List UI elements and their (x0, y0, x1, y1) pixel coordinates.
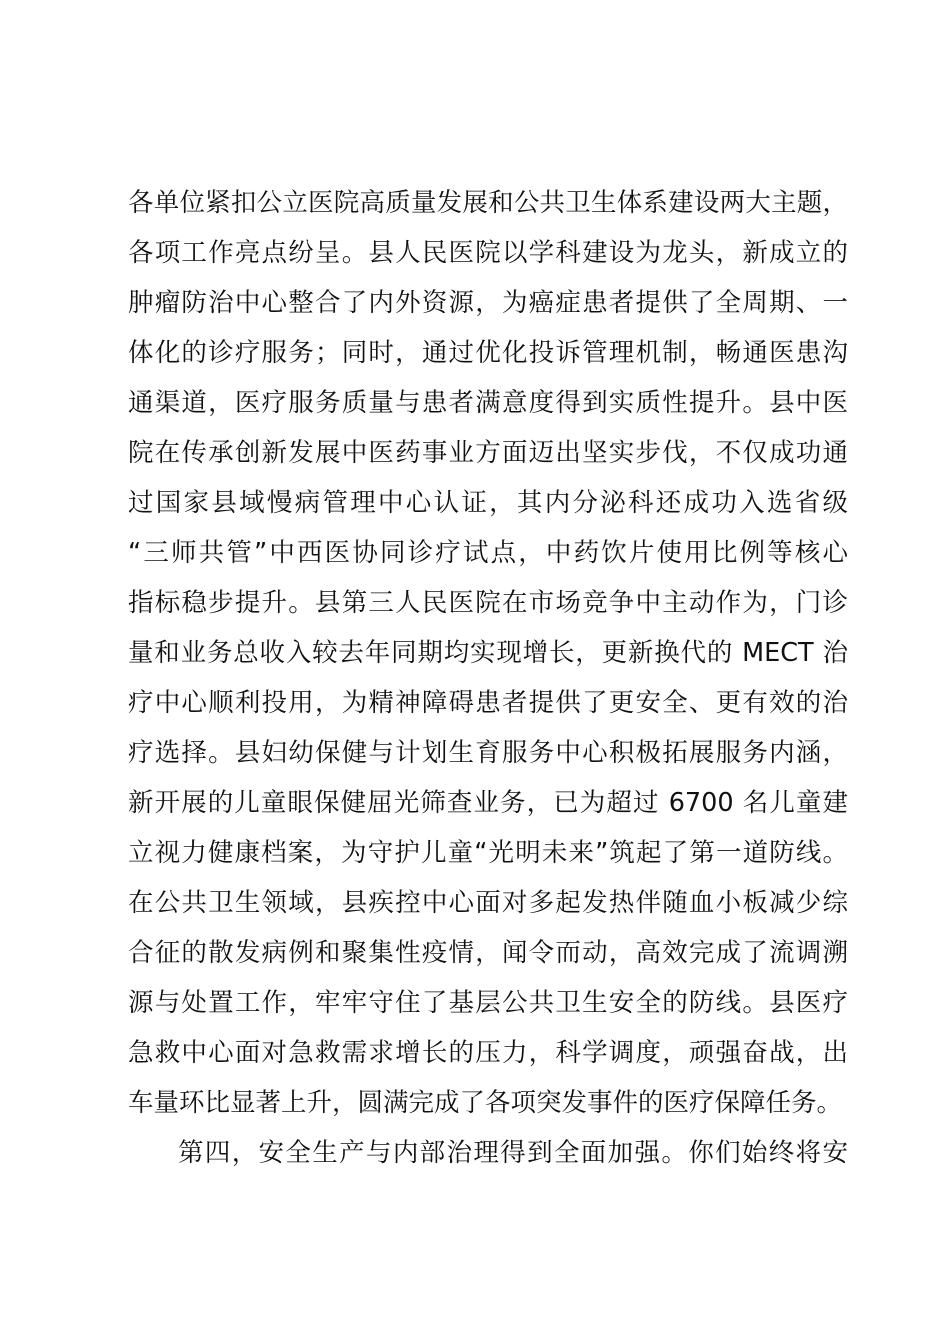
text-line: 新开展的儿童眼保健屈光筛查业务，已为超过 6700 名儿童建 (128, 788, 848, 818)
text-line: 各单位紧扣公立医院高质量发展和公共卫生体系建设两大主题， (128, 188, 848, 218)
text-line: 车量环比显著上升，圆满完成了各项突发事件的医疗保障任务。 (128, 1088, 843, 1118)
text-line-paragraph-start: 第四，安全生产与内部治理得到全面加强。你们始终将安 (178, 1138, 848, 1168)
text-line: 肿瘤防治中心整合了内外资源，为癌症患者提供了全周期、一 (128, 288, 848, 318)
text-line: 疗中心顺利投用，为精神障碍患者提供了更安全、更有效的治 (128, 688, 848, 718)
text-line: 合征的散发病例和聚集性疫情，闻令而动，高效完成了流调溯 (128, 938, 848, 968)
text-line: 疗选择。县妇幼保健与计划生育服务中心积极拓展服务内涵， (128, 738, 848, 768)
text-line: 过国家县域慢病管理中心认证，其内分泌科还成功入选省级 (128, 488, 848, 518)
document-body (128, 178, 848, 1178)
text-line: 立视力健康档案，为守护儿童“光明未来”筑起了第一道防线。 (128, 838, 848, 868)
text-line: 体化的诊疗服务；同时，通过优化投诉管理机制，畅通医患沟 (128, 338, 848, 368)
text-line: 各项工作亮点纷呈。县人民医院以学科建设为龙头，新成立的 (128, 238, 848, 268)
text-line: 源与处置工作，牢牢守住了基层公共卫生安全的防线。县医疗 (128, 988, 848, 1018)
text-line: 量和业务总收入较去年同期均实现增长，更新换代的 MECT 治 (128, 638, 848, 668)
text-line: 通渠道，医疗服务质量与患者满意度得到实质性提升。县中医 (128, 388, 848, 418)
text-line: 在公共卫生领域，县疾控中心面对多起发热伴随血小板减少综 (128, 888, 848, 918)
text-line: 急救中心面对急救需求增长的压力，科学调度，顽强奋战，出 (128, 1038, 848, 1068)
text-line: 指标稳步提升。县第三人民医院在市场竞争中主动作为，门诊 (128, 588, 848, 618)
text-line: “三师共管”中西医协同诊疗试点，中药饮片使用比例等核心 (128, 538, 848, 568)
text-line: 院在传承创新发展中医药事业方面迈出坚实步伐，不仅成功通 (128, 438, 848, 468)
